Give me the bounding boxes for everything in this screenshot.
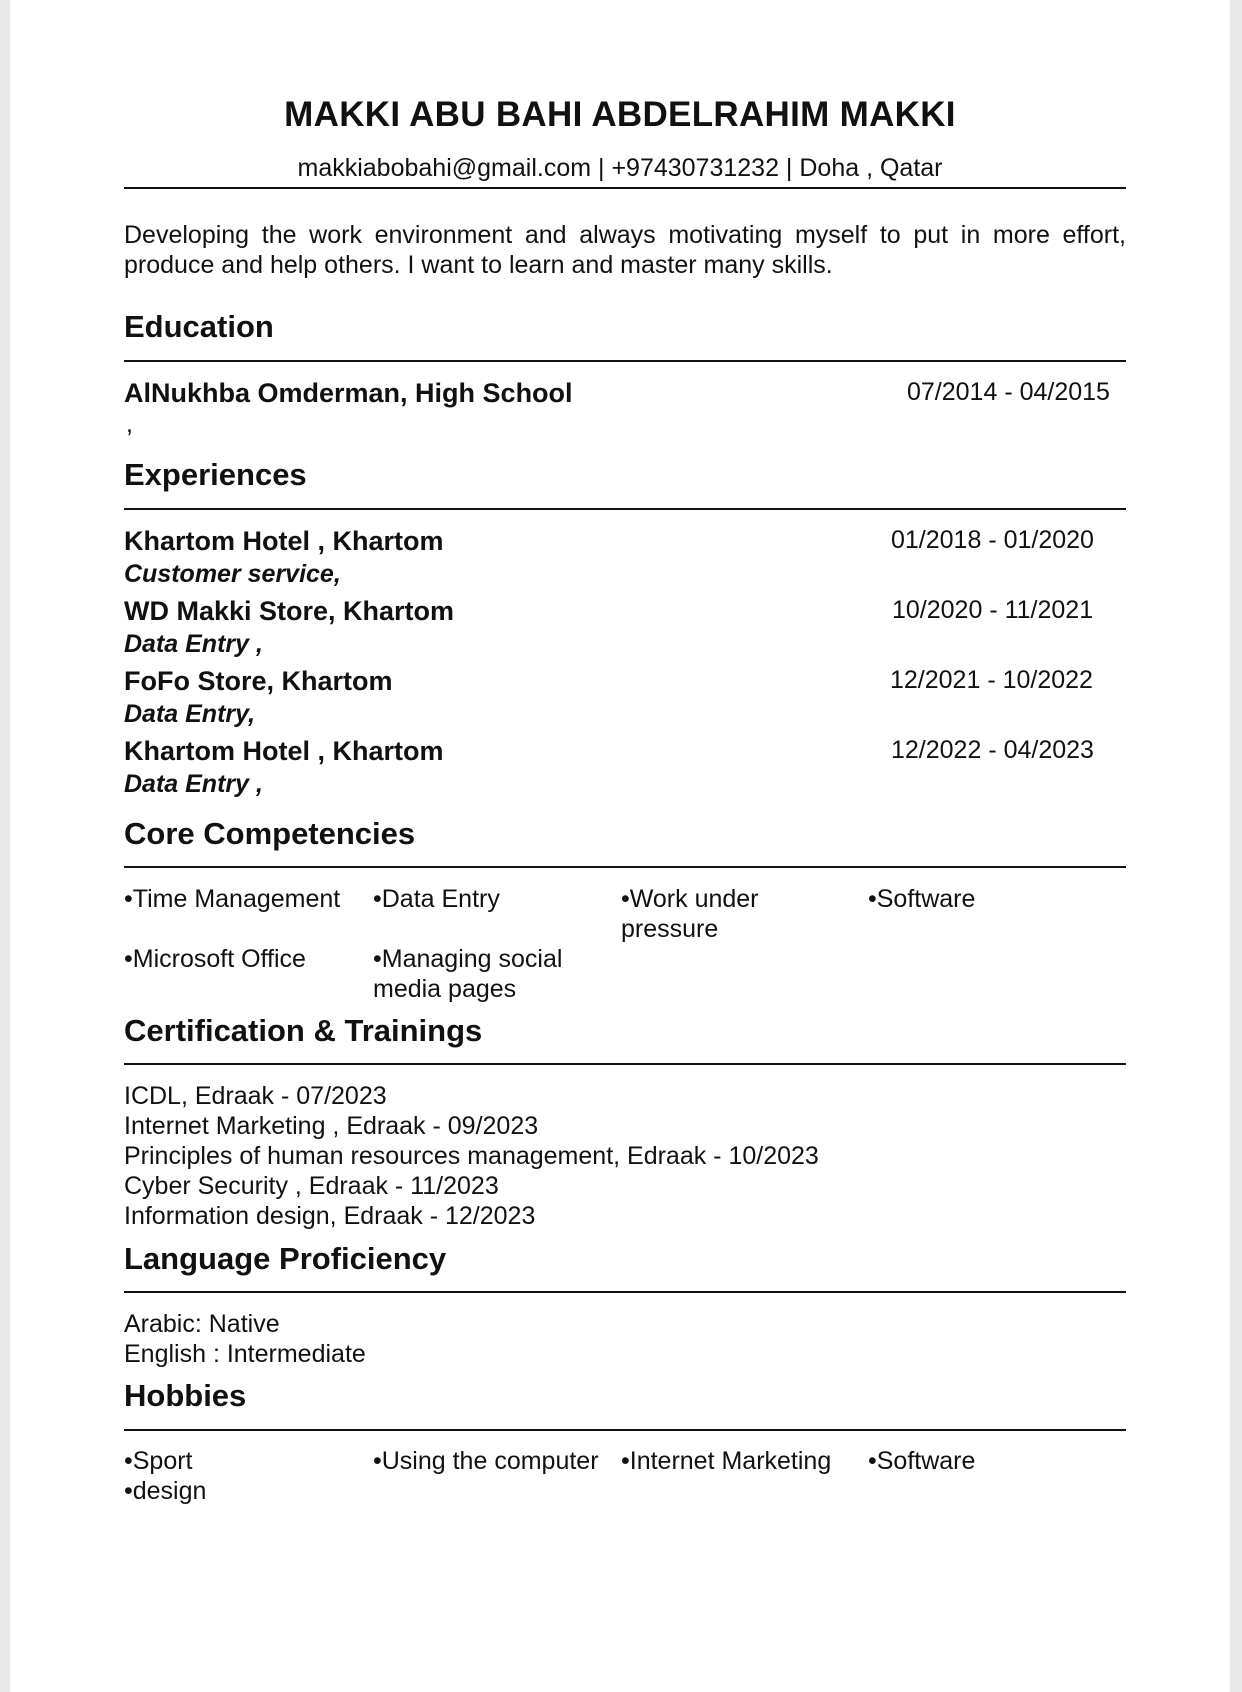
certifications-divider <box>124 1063 1126 1065</box>
competency-item: •Software <box>868 885 976 913</box>
education-divider <box>124 360 1126 362</box>
header-divider <box>124 187 1126 189</box>
hobby-item: •Using the computer <box>373 1447 599 1475</box>
hobbies-heading: Hobbies <box>124 1378 247 1413</box>
language-item: English : Intermediate <box>124 1340 366 1368</box>
certification-item: Information design, Edraak - 12/2023 <box>124 1202 536 1230</box>
hobby-item: •Software <box>868 1447 976 1475</box>
experience-role: Data Entry, <box>124 700 256 728</box>
experience-company: FoFo Store, Khartom <box>124 666 393 696</box>
education-heading: Education <box>124 309 274 344</box>
certification-item: Principles of human resources management, Edraak - 10/2023 <box>124 1142 819 1170</box>
competency-item: •Microsoft Office <box>124 945 306 973</box>
competencies-divider <box>124 866 1126 868</box>
experience-role: Data Entry , <box>124 630 263 658</box>
experience-role: Customer service, <box>124 560 341 588</box>
experience-company: Khartom Hotel , Khartom <box>124 526 444 556</box>
certifications-heading: Certification & Trainings <box>124 1013 483 1048</box>
competency-item: •Work under pressure <box>621 885 759 943</box>
resume-page <box>10 0 1230 1692</box>
experience-dates: 10/2020 - 11/2021 <box>892 596 1094 624</box>
experience-company: Khartom Hotel , Khartom <box>124 736 444 766</box>
certification-item: ICDL, Edraak - 07/2023 <box>124 1082 387 1110</box>
competencies-heading: Core Competencies <box>124 816 416 851</box>
competency-item: •Managing social media pages <box>373 945 563 1003</box>
contact-line: makkiabobahi@gmail.com | +97430731232 | Doha , Qatar <box>297 154 943 182</box>
experience-role: Data Entry , <box>124 770 263 798</box>
certification-item: Cyber Security , Edraak - 11/2023 <box>124 1172 499 1200</box>
certification-item: Internet Marketing , Edraak - 09/2023 <box>124 1112 539 1140</box>
hobby-item: •design <box>124 1477 207 1505</box>
education-school: AlNukhba Omderman, High School <box>124 378 573 408</box>
languages-divider <box>124 1291 1126 1293</box>
hobby-item: •Internet Marketing <box>621 1447 832 1475</box>
experience-dates: 12/2021 - 10/2022 <box>890 666 1093 694</box>
experience-dates: 01/2018 - 01/2020 <box>891 526 1094 554</box>
hobby-item: •Sport <box>124 1447 193 1475</box>
competency-item: •Time Management <box>124 885 341 913</box>
languages-list <box>124 1309 366 1369</box>
languages-heading: Language Proficiency <box>124 1241 447 1276</box>
experience-dates: 12/2022 - 04/2023 <box>891 736 1094 764</box>
experience-company: WD Makki Store, Khartom <box>124 596 455 626</box>
hobbies-divider <box>124 1429 1126 1431</box>
certifications-list <box>124 1081 819 1231</box>
language-item: Arabic: Native <box>124 1310 280 1338</box>
profile-summary: Developing the work environment and always motivating myself to put in more effort, produce and help others. I want to learn and master many skills. <box>124 221 1126 279</box>
education-sub: , <box>126 410 133 438</box>
experiences-divider <box>124 508 1126 510</box>
competency-item: •Data Entry <box>373 885 500 913</box>
experiences-heading: Experiences <box>124 457 307 492</box>
education-dates: 07/2014 - 04/2015 <box>907 378 1110 406</box>
candidate-name: MAKKI ABU BAHI ABDELRAHIM MAKKI <box>284 95 956 134</box>
